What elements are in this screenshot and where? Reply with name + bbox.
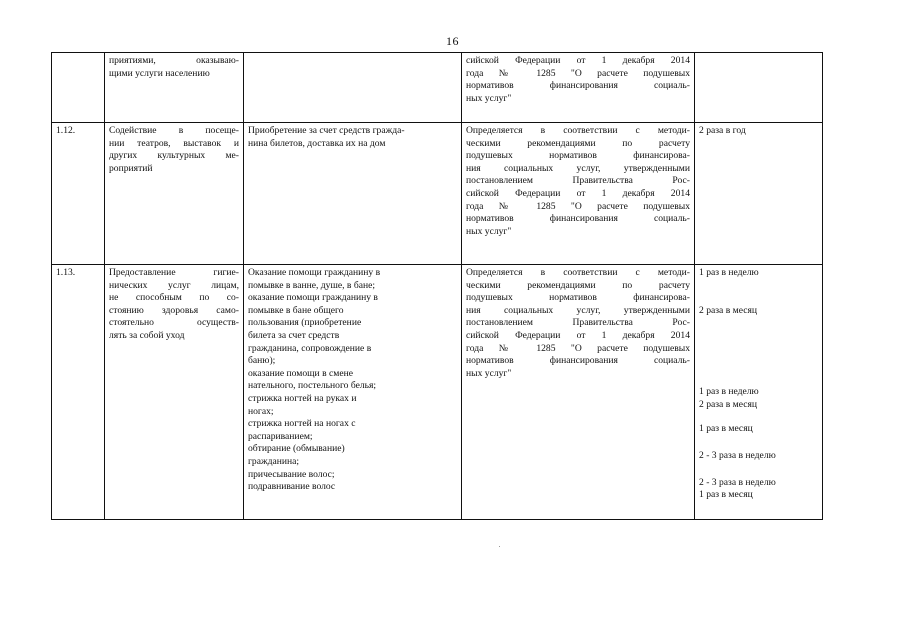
service-description-line: обтирание (обмывание) [248, 443, 345, 455]
norm-rule-line: года № 1285 "О расчете подушевых [466, 342, 690, 354]
service-description-line: Оказание помощи гражданину в [248, 267, 381, 278]
frequency-value: 1 раз в месяц [699, 423, 753, 435]
norm-rule-cell [462, 53, 695, 123]
frequency-cell [695, 123, 823, 265]
frequency-value: 1 раз в неделю [699, 267, 759, 278]
services-table [51, 52, 823, 520]
service-name-cell [105, 265, 244, 520]
service-description-line: Приобретение за счет средств гражда- [248, 125, 405, 136]
norm-rule-cell [462, 265, 695, 520]
norm-rule-line: подушевых нормативов финансирова- [466, 292, 690, 304]
frequency-cell [695, 53, 823, 123]
service-description-line: помывке в бане общего [248, 304, 344, 316]
norm-rule-line: ных услуг" [466, 367, 512, 379]
service-name-line: нии театров, выставок и [109, 137, 239, 149]
norm-rule-line: постановлением Правительства Рос- [466, 175, 690, 187]
service-description-line: стрижка ногтей на руках и [248, 392, 357, 404]
service-name-line: щими услуги населению [109, 67, 210, 79]
row-number-cell: 1.12. [52, 123, 105, 265]
page-number: 16 [446, 34, 459, 48]
norm-rule-line: ных услуг" [466, 92, 512, 104]
scan-speck [499, 546, 500, 547]
norm-rule-line: постановлением Правительства Рос- [466, 317, 690, 329]
service-name-line: роприятий [109, 162, 153, 174]
norm-rule-cell [462, 123, 695, 265]
frequency-value: 1 раз в месяц [699, 489, 753, 501]
norm-rule-line: подушевых нормативов финансирова- [466, 150, 690, 162]
service-description-line: пользования (приобретение [248, 317, 362, 329]
service-description-line: гражданина; [248, 455, 300, 467]
service-name-line: стоянию здоровья само- [109, 304, 239, 316]
norm-rule-line: ческими рекомендациями по расчету [466, 137, 690, 149]
service-description-line: стрижка ногтей на ногах с [248, 418, 356, 430]
row-number-cell: 1.13. [52, 265, 105, 520]
service-name-line: Предоставление гигие- [109, 267, 239, 278]
service-description-line: оказание помощи гражданину в [248, 292, 378, 304]
service-description-line: гражданина, сопровождение в [248, 342, 372, 354]
norm-rule-line: нормативов финансирования социаль- [466, 355, 690, 367]
service-description-line: баню); [248, 355, 276, 367]
service-description-cell [244, 123, 462, 265]
service-description-line: распариванием; [248, 430, 313, 442]
norm-rule-line: Определяется в соответствии с методи- [466, 267, 690, 278]
frequency-value: 2 раза в год [699, 125, 746, 136]
norm-rule-line: ческими рекомендациями по расчету [466, 279, 690, 291]
norm-rule-line: сийской Федерации от 1 декабря 2014 [466, 187, 690, 199]
frequency-value: 2 - 3 раза в неделю [699, 449, 776, 461]
norm-rule-line: ния социальных услуг, утвержденными [466, 304, 690, 316]
norm-rule-line: ных услуг" [466, 225, 512, 237]
frequency-value: 2 - 3 раза в неделю [699, 476, 776, 488]
norm-rule-line: сийской Федерации от 1 декабря 2014 [466, 329, 690, 341]
service-description-line: помывке в ванне, душе, в бане; [248, 279, 376, 291]
service-description-line: причесывание волос; [248, 468, 335, 480]
service-description-line: оказание помощи в смене [248, 367, 353, 379]
norm-rule-line: нормативов финансирования социаль- [466, 213, 690, 225]
table-row [52, 265, 823, 520]
service-description-cell [244, 53, 462, 123]
service-description-line: нательного, постельного белья; [248, 380, 377, 392]
frequency-value: 2 раза в месяц [699, 304, 757, 316]
service-name-line: других культурных ме- [109, 150, 239, 162]
frequency-value: 2 раза в месяц [699, 398, 757, 410]
service-name-line: нических услуг лицам, [109, 279, 239, 291]
service-name-line: приятиями, оказываю- [109, 55, 239, 66]
norm-rule-line: года № 1285 "О расчете подушевых [466, 67, 690, 79]
row-number-cell [52, 53, 105, 123]
service-description-line: билета за счет средств [248, 329, 340, 341]
frequency-value: 1 раз в неделю [699, 386, 759, 398]
table-row [52, 123, 823, 265]
service-name-line: стоятельно осуществ- [109, 317, 239, 329]
norm-rule-line: Определяется в соответствии с методи- [466, 125, 690, 136]
norm-rule-line: сийской Федерации от 1 декабря 2014 [466, 55, 690, 66]
service-name-line: не способным по со- [109, 292, 239, 304]
service-description-line: нина билетов, доставка их на дом [248, 137, 386, 149]
frequency-cell [695, 265, 823, 520]
service-name-cell [105, 123, 244, 265]
service-name-line: лять за собой уход [109, 329, 185, 341]
norm-rule-line: нормативов финансирования социаль- [466, 80, 690, 92]
table-row [52, 53, 823, 123]
service-description-line: подравнивание волос [248, 481, 336, 493]
service-description-cell [244, 265, 462, 520]
norm-rule-line: года № 1285 "О расчете подушевых [466, 200, 690, 212]
service-name-cell [105, 53, 244, 123]
norm-rule-line: ния социальных услуг, утвержденными [466, 162, 690, 174]
service-name-line: Содействие в посеще- [109, 125, 239, 136]
service-description-line: ногах; [248, 405, 274, 417]
